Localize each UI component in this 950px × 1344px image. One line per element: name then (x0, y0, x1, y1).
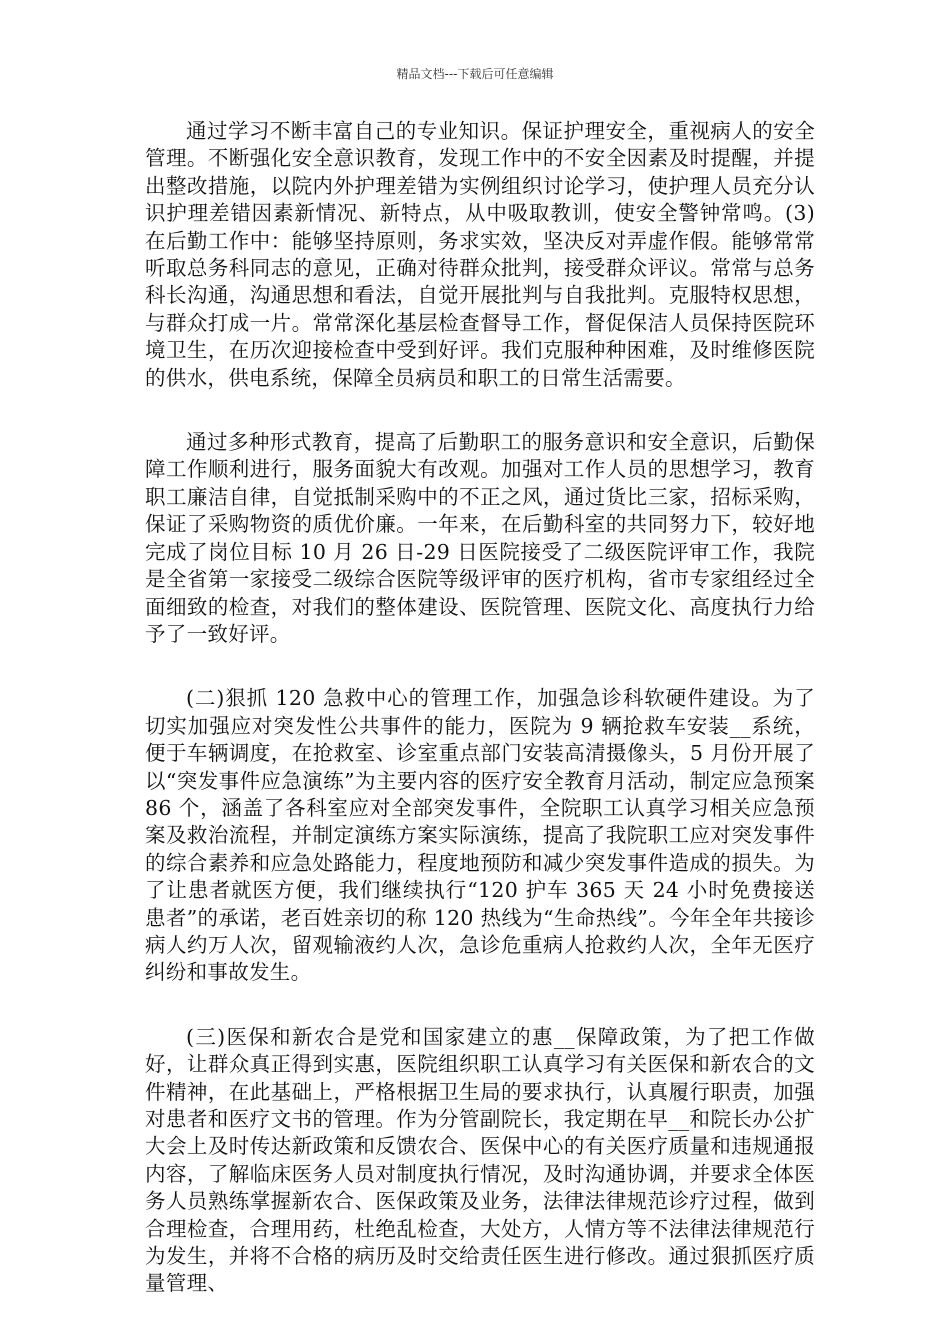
paragraph-logistics-education: 通过多种形式教育，提高了后勤职工的服务意识和安全意识，后勤保障工作顺利进行，服务面貌大有改观。加强对工作人员的思想学习，教育职工廉洁自律，自觉抵制采购中的不正之风，通过货比三家，招标采购，保证了采购物资的质优价廉。一年来，在后勤科室的共同努力下，较好地完成了岗位目标 10 月 26 日-29 日医院接受了二级医院评审工作，我院是全省第一家接受二级综合医院等级评审的医疗机构，省市专家组经过全面细致的检查，对我们的整体建设、医院管理、医院文化、高度执行力给予了一致好评。 (145, 430, 815, 646)
document-body (145, 118, 815, 1335)
page-header: 精品文档---下载后可任意编辑 (396, 67, 554, 81)
paragraph-logistics-safety: 通过学习不断丰富自己的专业知识。保证护理安全，重视病人的安全管理。不断强化安全意识教育，发现工作中的不安全因素及时提醒，并提出整改措施，以院内外护理差错为实例组织讨论学习，使护理人员充分认识护理差错因素新情况、新特点，从中吸取教训，使安全警钟常鸣。(3)在后勤工作中：能够坚持原则，务求实效，坚决反对弄虚作假。能够常常听取总务科同志的意见，正确对待群众批判，接受群众评议。常常与总务科长沟通，沟通思想和看法，自觉开展批判与自我批判。克服特权思想，与群众打成一片。常常深化基层检查督导工作，督促保洁人员保持医院环境卫生，在历次迎接检查中受到好评。我们克服种种困难，及时维修医院的供水，供电系统，保障全员病员和职工的日常生活需要。 (145, 119, 815, 390)
paragraph-medical-insurance: (三)医保和新农合是党和国家建立的惠__保障政策，为了把工作做好，让群众真正得到实惠，医院组织职工认真学习有关医保和新农合的文件精神，在此基础上，严格根据卫生局的要求执行，认真履行职责，加强对患者和医疗文书的管理。作为分管副院长，我定期在早__和院长办公扩大会上及时传达新政策和反馈农合、医保中心的有关医疗质量和违规通报内容，了解临床医务人员对制度执行情况，及时沟通协调，并要求全体医务人员熟练掌握新农合、医保政策及业务，法律法律规范诊疗过程，做到合理检查，合理用药，杜绝乱检查，大处方，人情方等不法律法律规范行为发生，并将不合格的病历及时交给责任医生进行修改。通过狠抓医疗质量管理、 (145, 1024, 815, 1296)
paragraph-emergency-center: (二)狠抓 120 急救中心的管理工作，加强急诊科软硬件建设。为了切实加强应对突发性公共事件的能力，医院为 9 辆抢救车安装__系统，便于车辆调度，在抢救室、诊室重点部门安装高清摄像头，5 月份开展了以“突发事件应急演练”为主要内容的医疗安全教育月活动，制定应急预案 86 个，涵盖了各科室应对全部突发事件，全院职工认真学习相关应急预案及救治流程，并制定演练方案实际演练，提高了我院职工应对突发事件的综合素养和应急处路能力，程度地预防和减少突发事件造成的损失。为了让患者就医方便，我们继续执行“120 护车 365 天 24 小时免费接送患者”的承诺，老百姓亲切的称 120 热线为“生命热线”。今年全年共接诊病人约万人次，留观输液约人次，急诊危重病人抢救约人次，全年无医疗纠纷和事故发生。 (145, 686, 815, 985)
